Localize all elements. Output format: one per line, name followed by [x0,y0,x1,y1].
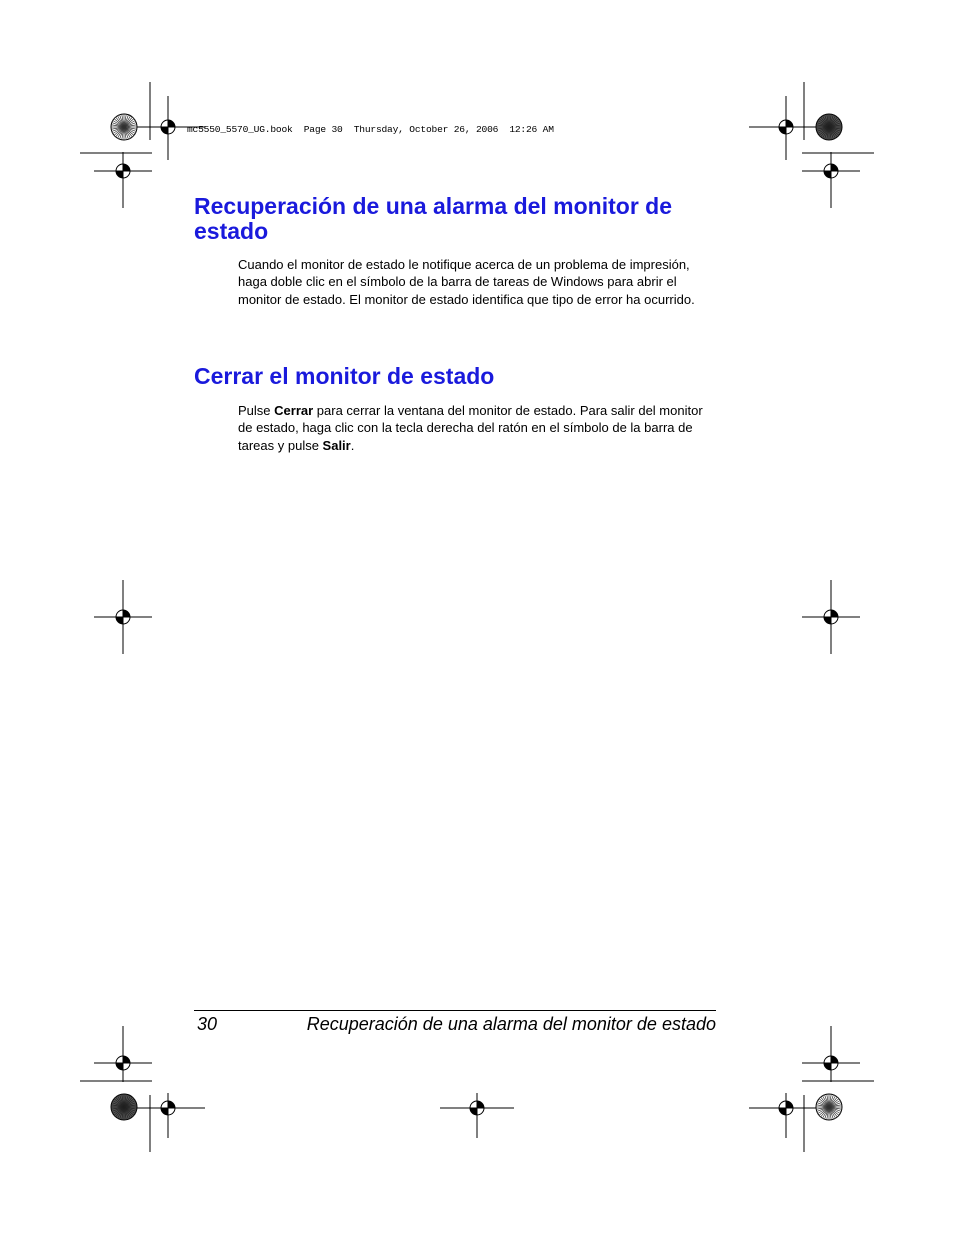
paragraph-text: Pulse [238,403,275,418]
print-slug: mc5550_5570_UG.book Page 30 Thursday, October 26, 2006 12:26 AM [187,124,554,135]
salir-keyword: Salir [322,437,351,453]
paragraph-text: . [350,437,355,453]
footer-rule [194,1010,716,1011]
section-heading-cerrar: Cerrar el monitor de estado [194,363,495,389]
paragraph-text: para cerrar la ventana del monitor de estado. Para salir del monitor de estado, haga clic con la tecla derecha del ratón en el símbolo de la barra de tareas y pulse [238,403,703,453]
section-heading-recuperacion: Recuperación de una alarma del monitor de estado [194,193,673,244]
cerrar-keyword: Cerrar [274,403,314,418]
running-title: Recuperación de una alarma del monitor de estado [306,1014,716,1034]
section-paragraph-cerrar [238,402,718,454]
page-number: 30 [197,1014,218,1034]
section-paragraph-recuperacion: Cuando el monitor de estado le notifique acerca de un problema de impresión, haga doble clic en el símbolo de la barra de tareas de Windows para abrir el monitor de estado. El monitor de estado identifica que tipo de error ha ocurrido. [238,257,695,307]
